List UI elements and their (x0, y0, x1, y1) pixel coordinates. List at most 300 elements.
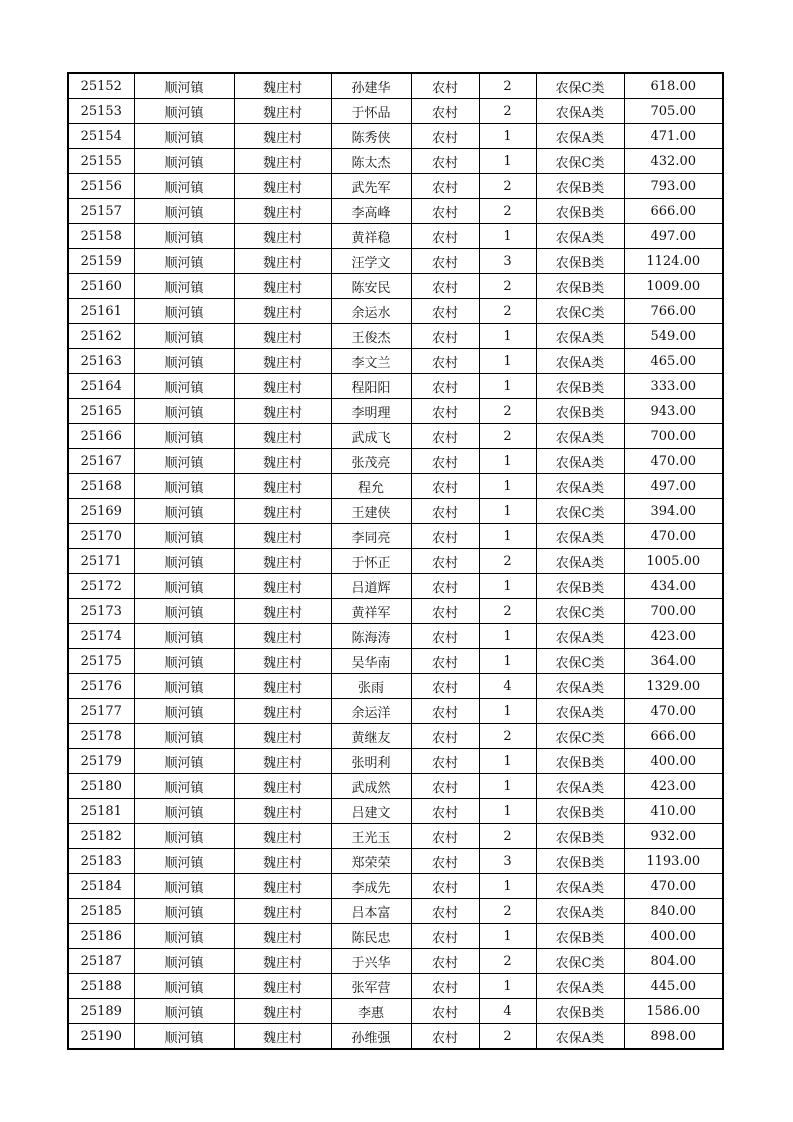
village-cell: 魏庄村 (234, 324, 331, 349)
member-count-cell: 3 (479, 249, 536, 274)
record-id-cell: 25171 (68, 549, 134, 574)
household-type-cell: 农村 (411, 699, 479, 724)
town-cell: 顺河镇 (134, 674, 234, 699)
name-cell: 郑荣荣 (331, 849, 411, 874)
table-row (68, 649, 723, 674)
household-type-cell: 农村 (411, 799, 479, 824)
record-id-cell: 25176 (68, 674, 134, 699)
village-cell: 魏庄村 (234, 749, 331, 774)
amount-cell: 423.00 (624, 624, 723, 649)
town-cell: 顺河镇 (134, 124, 234, 149)
name-cell: 武成飞 (331, 424, 411, 449)
insurance-category-cell: 农保B类 (536, 174, 624, 199)
village-cell: 魏庄村 (234, 774, 331, 799)
household-type-cell: 农村 (411, 73, 479, 99)
member-count-cell: 2 (479, 599, 536, 624)
record-id-cell: 25155 (68, 149, 134, 174)
household-type-cell: 农村 (411, 899, 479, 924)
name-cell: 李明理 (331, 399, 411, 424)
insurance-category-cell: 农保B类 (536, 849, 624, 874)
town-cell: 顺河镇 (134, 649, 234, 674)
village-cell: 魏庄村 (234, 1024, 331, 1050)
village-cell: 魏庄村 (234, 924, 331, 949)
town-cell: 顺河镇 (134, 374, 234, 399)
member-count-cell: 2 (479, 399, 536, 424)
amount-cell: 333.00 (624, 374, 723, 399)
table-row (68, 974, 723, 999)
record-id-cell: 25158 (68, 224, 134, 249)
name-cell: 张茂亮 (331, 449, 411, 474)
town-cell: 顺河镇 (134, 899, 234, 924)
member-count-cell: 2 (479, 274, 536, 299)
member-count-cell: 2 (479, 1024, 536, 1050)
village-cell: 魏庄村 (234, 949, 331, 974)
amount-cell: 434.00 (624, 574, 723, 599)
name-cell: 张明利 (331, 749, 411, 774)
town-cell: 顺河镇 (134, 824, 234, 849)
name-cell: 程阳阳 (331, 374, 411, 399)
table-row (68, 824, 723, 849)
town-cell: 顺河镇 (134, 349, 234, 374)
town-cell: 顺河镇 (134, 449, 234, 474)
record-id-cell: 25183 (68, 849, 134, 874)
name-cell: 黄继友 (331, 724, 411, 749)
household-type-cell: 农村 (411, 249, 479, 274)
insurance-category-cell: 农保A类 (536, 699, 624, 724)
village-cell: 魏庄村 (234, 374, 331, 399)
table-row (68, 249, 723, 274)
member-count-cell: 1 (479, 874, 536, 899)
household-type-cell: 农村 (411, 1024, 479, 1050)
insurance-category-cell: 农保C类 (536, 949, 624, 974)
table-row (68, 599, 723, 624)
household-type-cell: 农村 (411, 749, 479, 774)
household-type-cell: 农村 (411, 299, 479, 324)
amount-cell: 497.00 (624, 224, 723, 249)
town-cell: 顺河镇 (134, 574, 234, 599)
town-cell: 顺河镇 (134, 199, 234, 224)
insurance-category-cell: 农保B类 (536, 574, 624, 599)
member-count-cell: 1 (479, 349, 536, 374)
town-cell: 顺河镇 (134, 424, 234, 449)
name-cell: 黄祥军 (331, 599, 411, 624)
village-cell: 魏庄村 (234, 624, 331, 649)
member-count-cell: 2 (479, 174, 536, 199)
town-cell: 顺河镇 (134, 624, 234, 649)
village-cell: 魏庄村 (234, 174, 331, 199)
village-cell: 魏庄村 (234, 399, 331, 424)
record-id-cell: 25190 (68, 1024, 134, 1050)
table-row (68, 674, 723, 699)
member-count-cell: 1 (479, 324, 536, 349)
record-id-cell: 25174 (68, 624, 134, 649)
amount-cell: 766.00 (624, 299, 723, 324)
town-cell: 顺河镇 (134, 249, 234, 274)
household-type-cell: 农村 (411, 349, 479, 374)
amount-cell: 1005.00 (624, 549, 723, 574)
member-count-cell: 1 (479, 774, 536, 799)
town-cell: 顺河镇 (134, 499, 234, 524)
member-count-cell: 4 (479, 999, 536, 1024)
amount-cell: 793.00 (624, 174, 723, 199)
household-type-cell: 农村 (411, 974, 479, 999)
name-cell: 张军营 (331, 974, 411, 999)
record-id-cell: 25177 (68, 699, 134, 724)
record-id-cell: 25159 (68, 249, 134, 274)
village-cell: 魏庄村 (234, 799, 331, 824)
town-cell: 顺河镇 (134, 999, 234, 1024)
village-cell: 魏庄村 (234, 199, 331, 224)
amount-cell: 432.00 (624, 149, 723, 174)
name-cell: 李高峰 (331, 199, 411, 224)
record-id-cell: 25186 (68, 924, 134, 949)
town-cell: 顺河镇 (134, 73, 234, 99)
amount-cell: 943.00 (624, 399, 723, 424)
insurance-category-cell: 农保A类 (536, 974, 624, 999)
table-body (68, 73, 723, 1049)
member-count-cell: 2 (479, 299, 536, 324)
amount-cell: 470.00 (624, 524, 723, 549)
insurance-category-cell: 农保A类 (536, 874, 624, 899)
table-row (68, 399, 723, 424)
town-cell: 顺河镇 (134, 324, 234, 349)
household-type-cell: 农村 (411, 949, 479, 974)
village-cell: 魏庄村 (234, 499, 331, 524)
member-count-cell: 1 (479, 499, 536, 524)
household-type-cell: 农村 (411, 199, 479, 224)
household-type-cell: 农村 (411, 649, 479, 674)
amount-cell: 400.00 (624, 924, 723, 949)
member-count-cell: 1 (479, 474, 536, 499)
table-row (68, 349, 723, 374)
amount-cell: 470.00 (624, 699, 723, 724)
name-cell: 吴华南 (331, 649, 411, 674)
amount-cell: 700.00 (624, 599, 723, 624)
insurance-category-cell: 农保A类 (536, 99, 624, 124)
village-cell: 魏庄村 (234, 274, 331, 299)
name-cell: 黄祥稳 (331, 224, 411, 249)
insurance-category-cell: 农保B类 (536, 924, 624, 949)
insurance-category-cell: 农保A类 (536, 524, 624, 549)
insurance-category-cell: 农保B类 (536, 274, 624, 299)
record-id-cell: 25168 (68, 474, 134, 499)
household-type-cell: 农村 (411, 99, 479, 124)
village-cell: 魏庄村 (234, 699, 331, 724)
record-id-cell: 25162 (68, 324, 134, 349)
table-row (68, 449, 723, 474)
table-row (68, 849, 723, 874)
table-row (68, 749, 723, 774)
member-count-cell: 1 (479, 224, 536, 249)
insurance-category-cell: 农保A类 (536, 124, 624, 149)
insurance-category-cell: 农保B类 (536, 399, 624, 424)
member-count-cell: 1 (479, 749, 536, 774)
amount-cell: 700.00 (624, 424, 723, 449)
member-count-cell: 2 (479, 724, 536, 749)
table-row (68, 299, 723, 324)
village-cell: 魏庄村 (234, 824, 331, 849)
amount-cell: 364.00 (624, 649, 723, 674)
insurance-category-cell: 农保A类 (536, 674, 624, 699)
name-cell: 吕道辉 (331, 574, 411, 599)
member-count-cell: 1 (479, 524, 536, 549)
village-cell: 魏庄村 (234, 849, 331, 874)
amount-cell: 1124.00 (624, 249, 723, 274)
insurance-category-cell: 农保B类 (536, 374, 624, 399)
village-cell: 魏庄村 (234, 424, 331, 449)
record-id-cell: 25160 (68, 274, 134, 299)
household-type-cell: 农村 (411, 424, 479, 449)
insurance-category-cell: 农保B类 (536, 824, 624, 849)
amount-cell: 465.00 (624, 349, 723, 374)
household-type-cell: 农村 (411, 549, 479, 574)
insurance-category-cell: 农保A类 (536, 1024, 624, 1050)
table-row (68, 324, 723, 349)
member-count-cell: 2 (479, 899, 536, 924)
member-count-cell: 1 (479, 124, 536, 149)
member-count-cell: 2 (479, 99, 536, 124)
table-row (68, 774, 723, 799)
record-id-cell: 25187 (68, 949, 134, 974)
name-cell: 吕本富 (331, 899, 411, 924)
name-cell: 陈海涛 (331, 624, 411, 649)
name-cell: 王光玉 (331, 824, 411, 849)
insurance-category-cell: 农保C类 (536, 724, 624, 749)
village-cell: 魏庄村 (234, 349, 331, 374)
household-type-cell: 农村 (411, 224, 479, 249)
household-type-cell: 农村 (411, 574, 479, 599)
town-cell: 顺河镇 (134, 99, 234, 124)
amount-cell: 410.00 (624, 799, 723, 824)
table-row (68, 874, 723, 899)
table-row (68, 549, 723, 574)
household-type-cell: 农村 (411, 674, 479, 699)
amount-cell: 445.00 (624, 974, 723, 999)
household-type-cell: 农村 (411, 449, 479, 474)
amount-cell: 400.00 (624, 749, 723, 774)
name-cell: 武先军 (331, 174, 411, 199)
village-cell: 魏庄村 (234, 874, 331, 899)
village-cell: 魏庄村 (234, 999, 331, 1024)
household-type-cell: 农村 (411, 274, 479, 299)
town-cell: 顺河镇 (134, 274, 234, 299)
amount-cell: 898.00 (624, 1024, 723, 1050)
amount-cell: 932.00 (624, 824, 723, 849)
insurance-category-cell: 农保A类 (536, 449, 624, 474)
name-cell: 李成先 (331, 874, 411, 899)
name-cell: 李同亮 (331, 524, 411, 549)
insurance-category-cell: 农保A类 (536, 549, 624, 574)
household-type-cell: 农村 (411, 874, 479, 899)
village-cell: 魏庄村 (234, 649, 331, 674)
insurance-category-cell: 农保B类 (536, 199, 624, 224)
name-cell: 余运洋 (331, 699, 411, 724)
household-type-cell: 农村 (411, 599, 479, 624)
village-cell: 魏庄村 (234, 524, 331, 549)
village-cell: 魏庄村 (234, 574, 331, 599)
record-id-cell: 25179 (68, 749, 134, 774)
household-type-cell: 农村 (411, 399, 479, 424)
household-type-cell: 农村 (411, 824, 479, 849)
table-row (68, 124, 723, 149)
table-row (68, 474, 723, 499)
amount-cell: 618.00 (624, 73, 723, 99)
name-cell: 吕建文 (331, 799, 411, 824)
amount-cell: 470.00 (624, 449, 723, 474)
table-row (68, 99, 723, 124)
member-count-cell: 1 (479, 149, 536, 174)
member-count-cell: 2 (479, 424, 536, 449)
village-cell: 魏庄村 (234, 124, 331, 149)
name-cell: 王俊杰 (331, 324, 411, 349)
amount-cell: 1009.00 (624, 274, 723, 299)
table-row (68, 524, 723, 549)
amount-cell: 549.00 (624, 324, 723, 349)
insurance-category-cell: 农保A类 (536, 624, 624, 649)
insurance-category-cell: 农保C类 (536, 299, 624, 324)
member-count-cell: 2 (479, 199, 536, 224)
table-row (68, 699, 723, 724)
household-type-cell: 农村 (411, 474, 479, 499)
name-cell: 陈安民 (331, 274, 411, 299)
insurance-category-cell: 农保B类 (536, 999, 624, 1024)
record-id-cell: 25189 (68, 999, 134, 1024)
name-cell: 余运水 (331, 299, 411, 324)
member-count-cell: 4 (479, 674, 536, 699)
household-type-cell: 农村 (411, 149, 479, 174)
village-cell: 魏庄村 (234, 73, 331, 99)
record-id-cell: 25154 (68, 124, 134, 149)
record-id-cell: 25173 (68, 599, 134, 624)
town-cell: 顺河镇 (134, 524, 234, 549)
insurance-category-cell: 农保C类 (536, 499, 624, 524)
insurance-category-cell: 农保A类 (536, 224, 624, 249)
village-cell: 魏庄村 (234, 474, 331, 499)
record-id-cell: 25175 (68, 649, 134, 674)
amount-cell: 394.00 (624, 499, 723, 524)
insurance-category-cell: 农保C类 (536, 599, 624, 624)
table-row (68, 949, 723, 974)
insurance-category-cell: 农保A类 (536, 349, 624, 374)
village-cell: 魏庄村 (234, 724, 331, 749)
amount-cell: 1329.00 (624, 674, 723, 699)
record-id-cell: 25180 (68, 774, 134, 799)
name-cell: 于兴华 (331, 949, 411, 974)
village-cell: 魏庄村 (234, 549, 331, 574)
member-count-cell: 2 (479, 949, 536, 974)
village-cell: 魏庄村 (234, 99, 331, 124)
amount-cell: 1193.00 (624, 849, 723, 874)
insurance-category-cell: 农保A类 (536, 899, 624, 924)
insurance-category-cell: 农保C类 (536, 649, 624, 674)
member-count-cell: 1 (479, 799, 536, 824)
name-cell: 汪学文 (331, 249, 411, 274)
household-type-cell: 农村 (411, 849, 479, 874)
household-type-cell: 农村 (411, 724, 479, 749)
records-table (67, 72, 724, 1050)
table-row (68, 924, 723, 949)
village-cell: 魏庄村 (234, 224, 331, 249)
record-id-cell: 25181 (68, 799, 134, 824)
household-type-cell: 农村 (411, 999, 479, 1024)
village-cell: 魏庄村 (234, 899, 331, 924)
table-row (68, 424, 723, 449)
town-cell: 顺河镇 (134, 749, 234, 774)
household-type-cell: 农村 (411, 774, 479, 799)
amount-cell: 497.00 (624, 474, 723, 499)
town-cell: 顺河镇 (134, 599, 234, 624)
member-count-cell: 1 (479, 624, 536, 649)
record-id-cell: 25185 (68, 899, 134, 924)
table-row (68, 799, 723, 824)
town-cell: 顺河镇 (134, 724, 234, 749)
household-type-cell: 农村 (411, 124, 479, 149)
name-cell: 于怀品 (331, 99, 411, 124)
amount-cell: 1586.00 (624, 999, 723, 1024)
town-cell: 顺河镇 (134, 474, 234, 499)
village-cell: 魏庄村 (234, 299, 331, 324)
table-row (68, 274, 723, 299)
member-count-cell: 3 (479, 849, 536, 874)
table-row (68, 374, 723, 399)
table-row (68, 149, 723, 174)
town-cell: 顺河镇 (134, 949, 234, 974)
record-id-cell: 25153 (68, 99, 134, 124)
town-cell: 顺河镇 (134, 774, 234, 799)
name-cell: 李文兰 (331, 349, 411, 374)
record-id-cell: 25172 (68, 574, 134, 599)
amount-cell: 423.00 (624, 774, 723, 799)
record-id-cell: 25182 (68, 824, 134, 849)
record-id-cell: 25152 (68, 73, 134, 99)
record-id-cell: 25166 (68, 424, 134, 449)
village-cell: 魏庄村 (234, 149, 331, 174)
name-cell: 张雨 (331, 674, 411, 699)
amount-cell: 840.00 (624, 899, 723, 924)
member-count-cell: 1 (479, 974, 536, 999)
insurance-category-cell: 农保B类 (536, 799, 624, 824)
record-id-cell: 25184 (68, 874, 134, 899)
town-cell: 顺河镇 (134, 149, 234, 174)
household-type-cell: 农村 (411, 174, 479, 199)
name-cell: 于怀正 (331, 549, 411, 574)
household-type-cell: 农村 (411, 624, 479, 649)
record-id-cell: 25164 (68, 374, 134, 399)
name-cell: 李惠 (331, 999, 411, 1024)
name-cell: 孙建华 (331, 73, 411, 99)
insurance-category-cell: 农保A类 (536, 424, 624, 449)
town-cell: 顺河镇 (134, 299, 234, 324)
town-cell: 顺河镇 (134, 699, 234, 724)
town-cell: 顺河镇 (134, 974, 234, 999)
record-id-cell: 25178 (68, 724, 134, 749)
record-id-cell: 25188 (68, 974, 134, 999)
name-cell: 程允 (331, 474, 411, 499)
household-type-cell: 农村 (411, 924, 479, 949)
insurance-category-cell: 农保C类 (536, 73, 624, 99)
insurance-category-cell: 农保A类 (536, 774, 624, 799)
record-id-cell: 25157 (68, 199, 134, 224)
member-count-cell: 2 (479, 73, 536, 99)
record-id-cell: 25169 (68, 499, 134, 524)
record-id-cell: 25156 (68, 174, 134, 199)
name-cell: 陈秀侠 (331, 124, 411, 149)
table-row (68, 73, 723, 99)
amount-cell: 471.00 (624, 124, 723, 149)
amount-cell: 470.00 (624, 874, 723, 899)
amount-cell: 705.00 (624, 99, 723, 124)
household-type-cell: 农村 (411, 374, 479, 399)
